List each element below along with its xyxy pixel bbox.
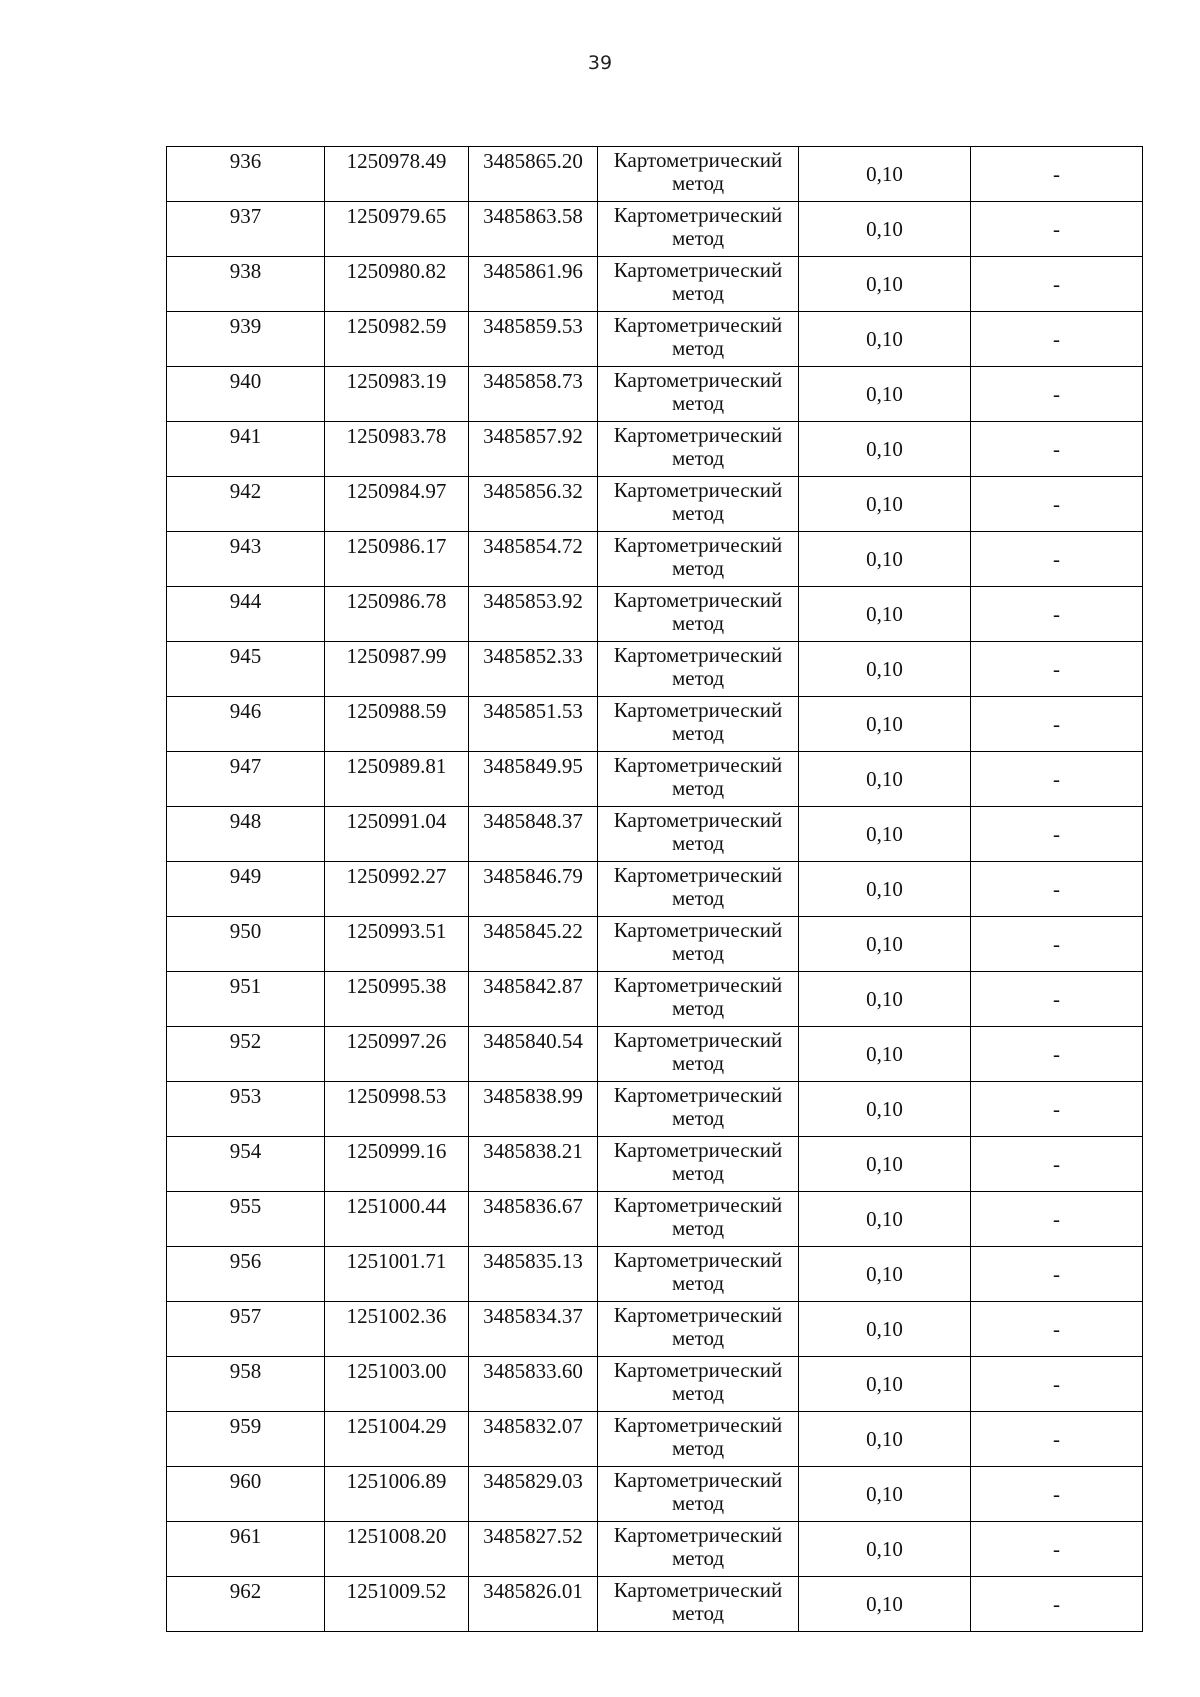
x-coordinate-cell: 1250997.26 <box>325 1027 469 1082</box>
accuracy-cell: 0,10 <box>799 1082 971 1137</box>
method-line-1: Картометрический <box>613 588 783 612</box>
x-coordinate-cell: 1251004.29 <box>325 1412 469 1467</box>
method-cell <box>598 1412 799 1467</box>
y-coordinate-cell: 3485835.13 <box>469 1247 598 1302</box>
method-cell <box>598 587 799 642</box>
table-row <box>167 1577 1143 1632</box>
y-coordinate-cell: 3485846.79 <box>469 862 598 917</box>
table-row <box>167 1247 1143 1302</box>
note-cell: - <box>971 1302 1143 1357</box>
x-coordinate-cell: 1250978.49 <box>325 147 469 202</box>
method-line-2: метод <box>671 996 725 1020</box>
method-line-2: метод <box>671 831 725 855</box>
x-coordinate-cell: 1250986.78 <box>325 587 469 642</box>
method-cell <box>598 1027 799 1082</box>
method-line-2: метод <box>671 226 725 250</box>
y-coordinate-cell: 3485829.03 <box>469 1467 598 1522</box>
table-row <box>167 312 1143 367</box>
table-row <box>167 202 1143 257</box>
method-line-1: Картометрический <box>613 753 783 777</box>
method-cell <box>598 532 799 587</box>
y-coordinate-cell: 3485863.58 <box>469 202 598 257</box>
y-coordinate-cell: 3485836.67 <box>469 1192 598 1247</box>
method-cell <box>598 1577 799 1632</box>
method-cell <box>598 422 799 477</box>
accuracy-cell: 0,10 <box>799 147 971 202</box>
point-number-cell: 940 <box>167 367 325 422</box>
method-line-2: метод <box>671 666 725 690</box>
accuracy-cell: 0,10 <box>799 642 971 697</box>
note-cell: - <box>971 202 1143 257</box>
method-line-1: Картометрический <box>613 148 783 172</box>
table-row <box>167 532 1143 587</box>
note-cell: - <box>971 1137 1143 1192</box>
method-cell <box>598 477 799 532</box>
accuracy-cell: 0,10 <box>799 1577 971 1632</box>
method-cell <box>598 1137 799 1192</box>
note-cell: - <box>971 972 1143 1027</box>
table-row <box>167 1082 1143 1137</box>
point-number-cell: 943 <box>167 532 325 587</box>
accuracy-cell: 0,10 <box>799 532 971 587</box>
method-cell <box>598 972 799 1027</box>
accuracy-cell: 0,10 <box>799 917 971 972</box>
table-row <box>167 642 1143 697</box>
x-coordinate-cell: 1250992.27 <box>325 862 469 917</box>
x-coordinate-cell: 1251006.89 <box>325 1467 469 1522</box>
method-line-2: метод <box>671 1381 725 1405</box>
note-cell: - <box>971 1027 1143 1082</box>
method-cell <box>598 202 799 257</box>
table-row <box>167 752 1143 807</box>
accuracy-cell: 0,10 <box>799 1522 971 1577</box>
x-coordinate-cell: 1250986.17 <box>325 532 469 587</box>
method-cell <box>598 1522 799 1577</box>
accuracy-cell: 0,10 <box>799 1302 971 1357</box>
note-cell: - <box>971 1467 1143 1522</box>
y-coordinate-cell: 3485848.37 <box>469 807 598 862</box>
x-coordinate-cell: 1250995.38 <box>325 972 469 1027</box>
accuracy-cell: 0,10 <box>799 807 971 862</box>
method-line-1: Картометрический <box>613 698 783 722</box>
x-coordinate-cell: 1250980.82 <box>325 257 469 312</box>
x-coordinate-cell: 1250999.16 <box>325 1137 469 1192</box>
y-coordinate-cell: 3485861.96 <box>469 257 598 312</box>
point-number-cell: 938 <box>167 257 325 312</box>
method-cell <box>598 1467 799 1522</box>
table-row <box>167 1357 1143 1412</box>
method-line-2: метод <box>671 501 725 525</box>
method-line-1: Картометрический <box>613 1248 783 1272</box>
method-line-1: Картометрический <box>613 1468 783 1492</box>
point-number-cell: 950 <box>167 917 325 972</box>
accuracy-cell: 0,10 <box>799 587 971 642</box>
accuracy-cell: 0,10 <box>799 752 971 807</box>
point-number-cell: 946 <box>167 697 325 752</box>
point-number-cell: 952 <box>167 1027 325 1082</box>
method-cell <box>598 1082 799 1137</box>
table-row <box>167 1412 1143 1467</box>
point-number-cell: 942 <box>167 477 325 532</box>
method-line-2: метод <box>671 886 725 910</box>
x-coordinate-cell: 1251003.00 <box>325 1357 469 1412</box>
y-coordinate-cell: 3485851.53 <box>469 697 598 752</box>
note-cell: - <box>971 257 1143 312</box>
table-body <box>167 147 1143 1632</box>
note-cell: - <box>971 1247 1143 1302</box>
method-line-2: метод <box>671 1051 725 1075</box>
method-line-1: Картометрический <box>613 863 783 887</box>
method-line-2: метод <box>671 171 725 195</box>
table-row <box>167 1027 1143 1082</box>
method-line-2: метод <box>671 446 725 470</box>
method-cell <box>598 147 799 202</box>
point-number-cell: 955 <box>167 1192 325 1247</box>
accuracy-cell: 0,10 <box>799 697 971 752</box>
point-number-cell: 941 <box>167 422 325 477</box>
note-cell: - <box>971 1522 1143 1577</box>
method-line-2: метод <box>671 1216 725 1240</box>
point-number-cell: 944 <box>167 587 325 642</box>
table-row <box>167 422 1143 477</box>
accuracy-cell: 0,10 <box>799 1467 971 1522</box>
x-coordinate-cell: 1250989.81 <box>325 752 469 807</box>
method-line-1: Картометрический <box>613 1138 783 1162</box>
method-line-2: метод <box>671 336 725 360</box>
note-cell: - <box>971 367 1143 422</box>
x-coordinate-cell: 1250988.59 <box>325 697 469 752</box>
method-line-1: Картометрический <box>613 313 783 337</box>
point-number-cell: 956 <box>167 1247 325 1302</box>
method-line-1: Картометрический <box>613 368 783 392</box>
method-line-2: метод <box>671 1491 725 1515</box>
method-line-2: метод <box>671 1271 725 1295</box>
table-row <box>167 367 1143 422</box>
y-coordinate-cell: 3485854.72 <box>469 532 598 587</box>
y-coordinate-cell: 3485838.99 <box>469 1082 598 1137</box>
y-coordinate-cell: 3485827.52 <box>469 1522 598 1577</box>
page-number: 39 <box>587 52 613 74</box>
accuracy-cell: 0,10 <box>799 477 971 532</box>
method-cell <box>598 1192 799 1247</box>
method-line-1: Картометрический <box>613 1413 783 1437</box>
x-coordinate-cell: 1251009.52 <box>325 1577 469 1632</box>
accuracy-cell: 0,10 <box>799 1192 971 1247</box>
y-coordinate-cell: 3485865.20 <box>469 147 598 202</box>
x-coordinate-cell: 1250983.19 <box>325 367 469 422</box>
method-line-2: метод <box>671 1106 725 1130</box>
x-coordinate-cell: 1251001.71 <box>325 1247 469 1302</box>
accuracy-cell: 0,10 <box>799 312 971 367</box>
point-number-cell: 962 <box>167 1577 325 1632</box>
x-coordinate-cell: 1250991.04 <box>325 807 469 862</box>
y-coordinate-cell: 3485853.92 <box>469 587 598 642</box>
method-line-1: Картометрический <box>613 1303 783 1327</box>
note-cell: - <box>971 1192 1143 1247</box>
table-row <box>167 587 1143 642</box>
table-row <box>167 1522 1143 1577</box>
method-cell <box>598 917 799 972</box>
table-row <box>167 917 1143 972</box>
x-coordinate-cell: 1250979.65 <box>325 202 469 257</box>
note-cell: - <box>971 1412 1143 1467</box>
y-coordinate-cell: 3485832.07 <box>469 1412 598 1467</box>
accuracy-cell: 0,10 <box>799 862 971 917</box>
method-line-1: Картометрический <box>613 1028 783 1052</box>
y-coordinate-cell: 3485858.73 <box>469 367 598 422</box>
table-row <box>167 807 1143 862</box>
y-coordinate-cell: 3485845.22 <box>469 917 598 972</box>
accuracy-cell: 0,10 <box>799 1357 971 1412</box>
table-row <box>167 1302 1143 1357</box>
method-line-1: Картометрический <box>613 533 783 557</box>
table-row <box>167 1137 1143 1192</box>
method-line-1: Картометрический <box>613 203 783 227</box>
note-cell: - <box>971 642 1143 697</box>
note-cell: - <box>971 312 1143 367</box>
accuracy-cell: 0,10 <box>799 367 971 422</box>
accuracy-cell: 0,10 <box>799 257 971 312</box>
coordinates-table <box>166 146 1143 1632</box>
y-coordinate-cell: 3485838.21 <box>469 1137 598 1192</box>
accuracy-cell: 0,10 <box>799 422 971 477</box>
method-line-2: метод <box>671 1436 725 1460</box>
accuracy-cell: 0,10 <box>799 1247 971 1302</box>
method-line-1: Картометрический <box>613 423 783 447</box>
note-cell: - <box>971 697 1143 752</box>
method-cell <box>598 642 799 697</box>
point-number-cell: 958 <box>167 1357 325 1412</box>
accuracy-cell: 0,10 <box>799 972 971 1027</box>
point-number-cell: 936 <box>167 147 325 202</box>
note-cell: - <box>971 1357 1143 1412</box>
x-coordinate-cell: 1250993.51 <box>325 917 469 972</box>
note-cell: - <box>971 532 1143 587</box>
method-line-2: метод <box>671 391 725 415</box>
y-coordinate-cell: 3485857.92 <box>469 422 598 477</box>
method-line-1: Картометрический <box>613 478 783 502</box>
note-cell: - <box>971 807 1143 862</box>
table-row <box>167 697 1143 752</box>
y-coordinate-cell: 3485833.60 <box>469 1357 598 1412</box>
method-line-1: Картометрический <box>613 808 783 832</box>
x-coordinate-cell: 1251002.36 <box>325 1302 469 1357</box>
note-cell: - <box>971 1082 1143 1137</box>
method-line-2: метод <box>671 1326 725 1350</box>
point-number-cell: 951 <box>167 972 325 1027</box>
point-number-cell: 945 <box>167 642 325 697</box>
method-line-1: Картометрический <box>613 1578 783 1602</box>
y-coordinate-cell: 3485859.53 <box>469 312 598 367</box>
method-cell <box>598 807 799 862</box>
point-number-cell: 939 <box>167 312 325 367</box>
method-line-1: Картометрический <box>613 918 783 942</box>
table-row <box>167 147 1143 202</box>
method-cell <box>598 1357 799 1412</box>
method-cell <box>598 752 799 807</box>
note-cell: - <box>971 587 1143 642</box>
note-cell: - <box>971 147 1143 202</box>
point-number-cell: 948 <box>167 807 325 862</box>
x-coordinate-cell: 1250982.59 <box>325 312 469 367</box>
x-coordinate-cell: 1250987.99 <box>325 642 469 697</box>
accuracy-cell: 0,10 <box>799 202 971 257</box>
x-coordinate-cell: 1251008.20 <box>325 1522 469 1577</box>
note-cell: - <box>971 752 1143 807</box>
accuracy-cell: 0,10 <box>799 1137 971 1192</box>
y-coordinate-cell: 3485852.33 <box>469 642 598 697</box>
note-cell: - <box>971 477 1143 532</box>
y-coordinate-cell: 3485842.87 <box>469 972 598 1027</box>
method-line-2: метод <box>671 721 725 745</box>
table-row <box>167 257 1143 312</box>
table-row <box>167 862 1143 917</box>
y-coordinate-cell: 3485856.32 <box>469 477 598 532</box>
y-coordinate-cell: 3485849.95 <box>469 752 598 807</box>
method-line-2: метод <box>671 776 725 800</box>
table-row <box>167 972 1143 1027</box>
point-number-cell: 961 <box>167 1522 325 1577</box>
note-cell: - <box>971 1577 1143 1632</box>
table-row <box>167 1192 1143 1247</box>
method-cell <box>598 1302 799 1357</box>
point-number-cell: 949 <box>167 862 325 917</box>
note-cell: - <box>971 422 1143 477</box>
method-line-2: метод <box>671 556 725 580</box>
y-coordinate-cell: 3485840.54 <box>469 1027 598 1082</box>
point-number-cell: 957 <box>167 1302 325 1357</box>
note-cell: - <box>971 862 1143 917</box>
method-line-1: Картометрический <box>613 258 783 282</box>
method-cell <box>598 367 799 422</box>
method-line-1: Картометрический <box>613 1523 783 1547</box>
accuracy-cell: 0,10 <box>799 1412 971 1467</box>
table-row <box>167 1467 1143 1522</box>
method-line-2: метод <box>671 281 725 305</box>
point-number-cell: 954 <box>167 1137 325 1192</box>
method-cell <box>598 312 799 367</box>
method-line-2: метод <box>671 611 725 635</box>
y-coordinate-cell: 3485826.01 <box>469 1577 598 1632</box>
method-line-1: Картометрический <box>613 643 783 667</box>
method-cell <box>598 862 799 917</box>
point-number-cell: 937 <box>167 202 325 257</box>
method-line-2: метод <box>671 1546 725 1570</box>
table-row <box>167 477 1143 532</box>
point-number-cell: 947 <box>167 752 325 807</box>
x-coordinate-cell: 1250984.97 <box>325 477 469 532</box>
method-line-1: Картометрический <box>613 1083 783 1107</box>
accuracy-cell: 0,10 <box>799 1027 971 1082</box>
method-cell <box>598 257 799 312</box>
method-line-2: метод <box>671 1601 725 1625</box>
x-coordinate-cell: 1250983.78 <box>325 422 469 477</box>
method-line-2: метод <box>671 1161 725 1185</box>
x-coordinate-cell: 1251000.44 <box>325 1192 469 1247</box>
y-coordinate-cell: 3485834.37 <box>469 1302 598 1357</box>
point-number-cell: 959 <box>167 1412 325 1467</box>
method-line-1: Картометрический <box>613 1193 783 1217</box>
method-line-1: Картометрический <box>613 973 783 997</box>
method-line-1: Картометрический <box>613 1358 783 1382</box>
note-cell: - <box>971 917 1143 972</box>
point-number-cell: 953 <box>167 1082 325 1137</box>
method-line-2: метод <box>671 941 725 965</box>
method-cell <box>598 1247 799 1302</box>
point-number-cell: 960 <box>167 1467 325 1522</box>
x-coordinate-cell: 1250998.53 <box>325 1082 469 1137</box>
method-cell <box>598 697 799 752</box>
